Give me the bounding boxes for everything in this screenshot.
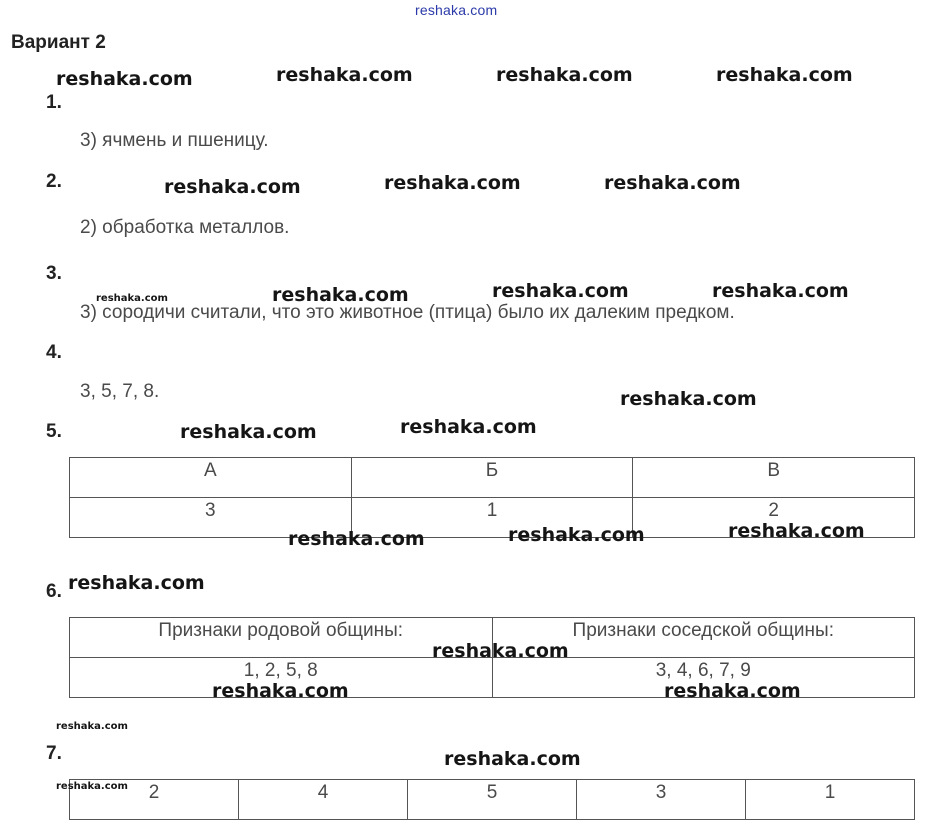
watermark: reshaka.com — [212, 680, 349, 702]
table-cell: 2 — [633, 498, 915, 538]
table-row — [70, 458, 915, 498]
watermark: reshaka.com — [728, 520, 865, 542]
table-header-cell: Б — [351, 458, 633, 498]
watermark: reshaka.com — [716, 64, 853, 86]
question-1-number: 1. — [46, 92, 62, 113]
table-cell: 1 — [746, 780, 915, 820]
page-title: Вариант 2 — [11, 32, 106, 53]
question-3-answer: 3) сородичи считали, что это животное (птица) было их далеким предком. — [80, 302, 735, 323]
watermark: reshaka.com — [492, 280, 629, 302]
watermark: reshaka.com — [180, 421, 317, 443]
table-header-cell: Признаки родовой общины: — [70, 618, 493, 658]
watermark: reshaka.com — [164, 176, 301, 198]
table-cell: 3 — [577, 780, 746, 820]
watermark: reshaka.com — [68, 572, 205, 594]
question-3-number: 3. — [46, 263, 62, 284]
watermark: reshaka.com — [288, 528, 425, 550]
table-cell: 1 — [351, 498, 633, 538]
watermark: reshaka.com — [384, 172, 521, 194]
question-6-number: 6. — [46, 581, 62, 602]
table-header-cell: В — [633, 458, 915, 498]
watermark: reshaka.com — [432, 640, 569, 662]
site-link[interactable]: reshaka.com — [415, 2, 498, 18]
watermark: reshaka.com — [444, 748, 581, 770]
watermark: reshaka.com — [664, 680, 801, 702]
table-cell: 2 — [70, 780, 239, 820]
watermark: reshaka.com — [400, 416, 537, 438]
watermark: reshaka.com — [56, 68, 193, 90]
watermark: reshaka.com — [276, 64, 413, 86]
table-row — [70, 780, 915, 820]
watermark-small: reshaka.com — [96, 293, 168, 304]
question-1-answer: 3) ячмень и пшеницу. — [80, 130, 269, 151]
question-2-number: 2. — [46, 171, 62, 192]
watermark: reshaka.com — [508, 524, 645, 546]
table-cell: 5 — [408, 780, 577, 820]
table-cell: 3 — [70, 498, 352, 538]
watermark: reshaka.com — [272, 284, 409, 306]
question-5-number: 5. — [46, 421, 62, 442]
watermark: reshaka.com — [712, 280, 849, 302]
table-cell: 4 — [239, 780, 408, 820]
question-4-number: 4. — [46, 342, 62, 363]
question-7-table — [69, 779, 915, 820]
table-cell: 3, 4, 6, 7, 9 — [492, 658, 915, 698]
question-4-answer: 3, 5, 7, 8. — [80, 381, 160, 402]
watermark: reshaka.com — [604, 172, 741, 194]
question-2-answer: 2) обработка металлов. — [80, 217, 290, 238]
watermark: reshaka.com — [620, 388, 757, 410]
watermark-small: reshaka.com — [56, 721, 128, 732]
watermark-small: reshaka.com — [56, 781, 128, 792]
table-header-cell: А — [70, 458, 352, 498]
table-header-cell: Признаки соседской общины: — [492, 618, 915, 658]
table-cell: 1, 2, 5, 8 — [70, 658, 493, 698]
watermark: reshaka.com — [496, 64, 633, 86]
question-7-number: 7. — [46, 743, 62, 764]
